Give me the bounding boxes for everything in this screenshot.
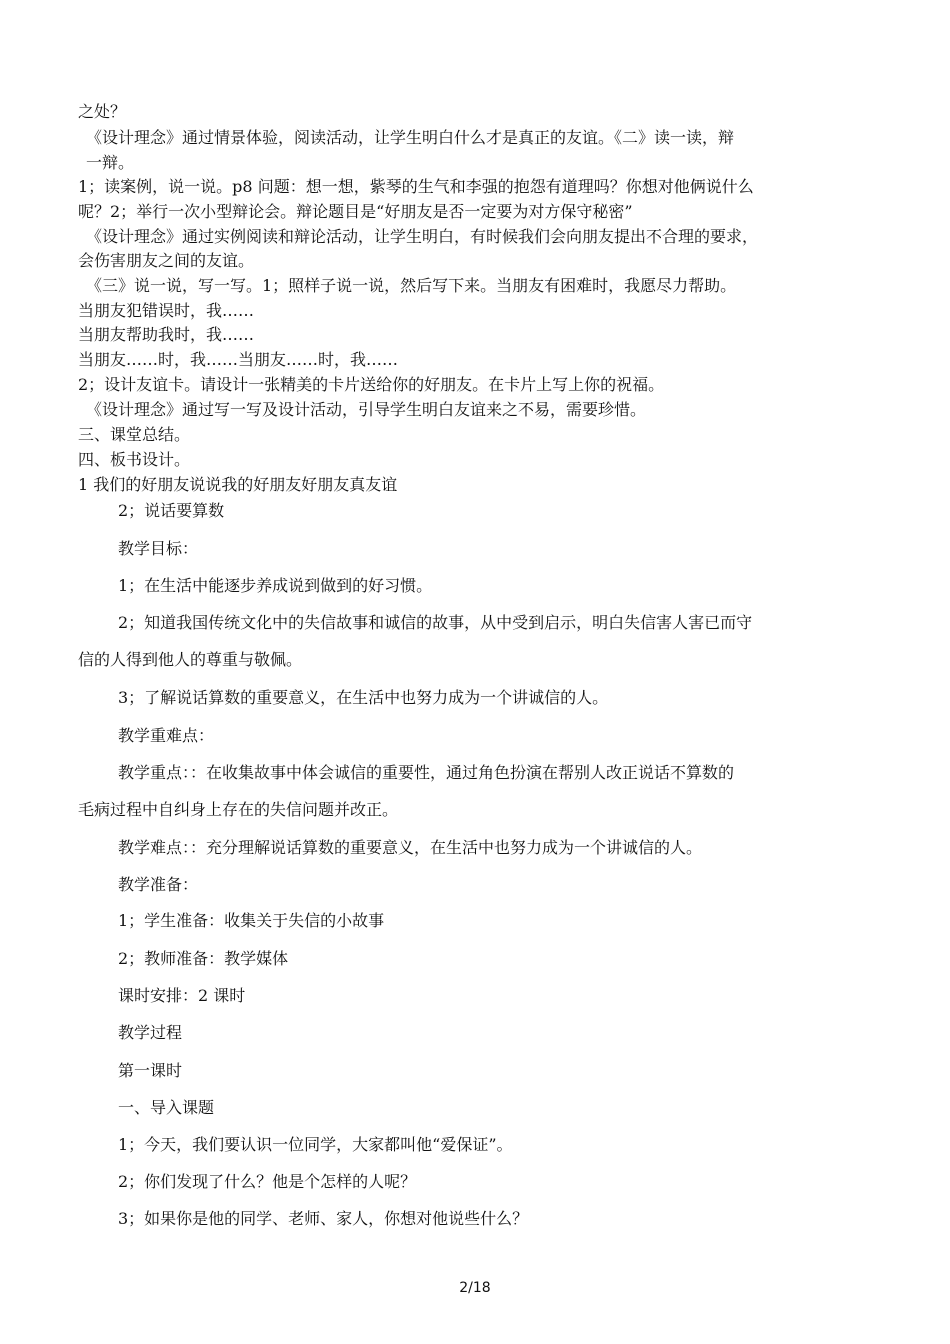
text-line: 3；了解说话算数的重要意义，在生活中也努力成为一个讲诚信的人。 [118,688,609,707]
section-heading: 三、课堂总结。 [78,425,191,444]
lesson-title: 2；说话要算数 [118,501,225,520]
text-line: 1；在生活中能逐步养成说到做到的好习惯。 [118,576,433,595]
text-line: 当朋友犯错误时，我…… [78,301,255,320]
text-line: 《三》说一说，写一写。1；照样子说一说，然后写下来。当朋友有困难时，我愿尽力帮助。 [86,276,737,295]
text-line: 当朋友帮助我时，我…… [78,325,255,344]
text-line: 之处？ [78,102,127,121]
text-line: 1；今天，我们要认识一位同学，大家都叫他“爱保证”。 [118,1135,513,1154]
text-line: 会伤害朋友之间的友谊。 [78,251,255,270]
page-number: 2/18 [459,1280,491,1296]
text-line: 教学准备： [118,875,199,894]
text-line: 《设计理念》通过情景体验，阅读活动，让学生明白什么才是真正的友谊。《二》读一读，辩 [86,128,735,147]
text-line: 《设计理念》通过实例阅读和辩论活动，让学生明白，有时候我们会向朋友提出不合理的要求， [86,227,759,246]
text-line: 1 我们的好朋友说说我的好朋友好朋友真友谊 [78,475,398,494]
text-line: 2；知道我国传统文化中的失信故事和诚信的故事，从中受到启示，明白失信害人害已而守 [118,613,753,632]
text-line: 3；如果你是他的同学、老师、家人，你想对他说些什么？ [118,1209,529,1228]
text-line: 教学重难点： [118,726,215,745]
text-line: 信的人得到他人的尊重与敬佩。 [78,650,303,669]
text-line: 教学难点：：充分理解说话算数的重要意义，在生活中也努力成为一个讲诚信的人。 [118,838,703,857]
text-line: 呢？2；举行一次小型辩论会。辩论题目是“好朋友是否一定要为对方保守秘密” [78,202,633,221]
text-line: 教学过程 [118,1023,183,1042]
text-line: 课时安排：2 课时 [118,986,246,1005]
text-line: 2；你们发现了什么？他是个怎样的人呢？ [118,1172,417,1191]
text-line: 2；设计友谊卡。请设计一张精美的卡片送给你的好朋友。在卡片上写上你的祝福。 [78,375,665,394]
text-line: 《设计理念》通过写一写及设计活动，引导学生明白友谊来之不易，需要珍惜。 [86,400,647,419]
text-line: 1；读案例，说一说。p8 问题：想一想，紫琴的生气和李强的抱怨有道理吗？你想对他俩说什么 [78,177,754,196]
text-line: 1；学生准备：收集关于失信的小故事 [118,911,385,930]
text-line: 毛病过程中自纠身上存在的失信问题并改正。 [78,800,399,819]
text-line: 2；教师准备：教学媒体 [118,949,289,968]
text-line: 一辩。 [86,153,135,172]
text-line: 第一课时 [118,1061,183,1080]
text-line: 一、导入课题 [118,1098,215,1117]
text-line: 教学目标： [118,539,199,558]
text-line: 教学重点：：在收集故事中体会诚信的重要性，通过角色扮演在帮别人改正说话不算数的 [118,763,735,782]
section-heading: 四、板书设计。 [78,450,191,469]
text-line: 当朋友……时，我……当朋友……时，我…… [78,350,399,369]
